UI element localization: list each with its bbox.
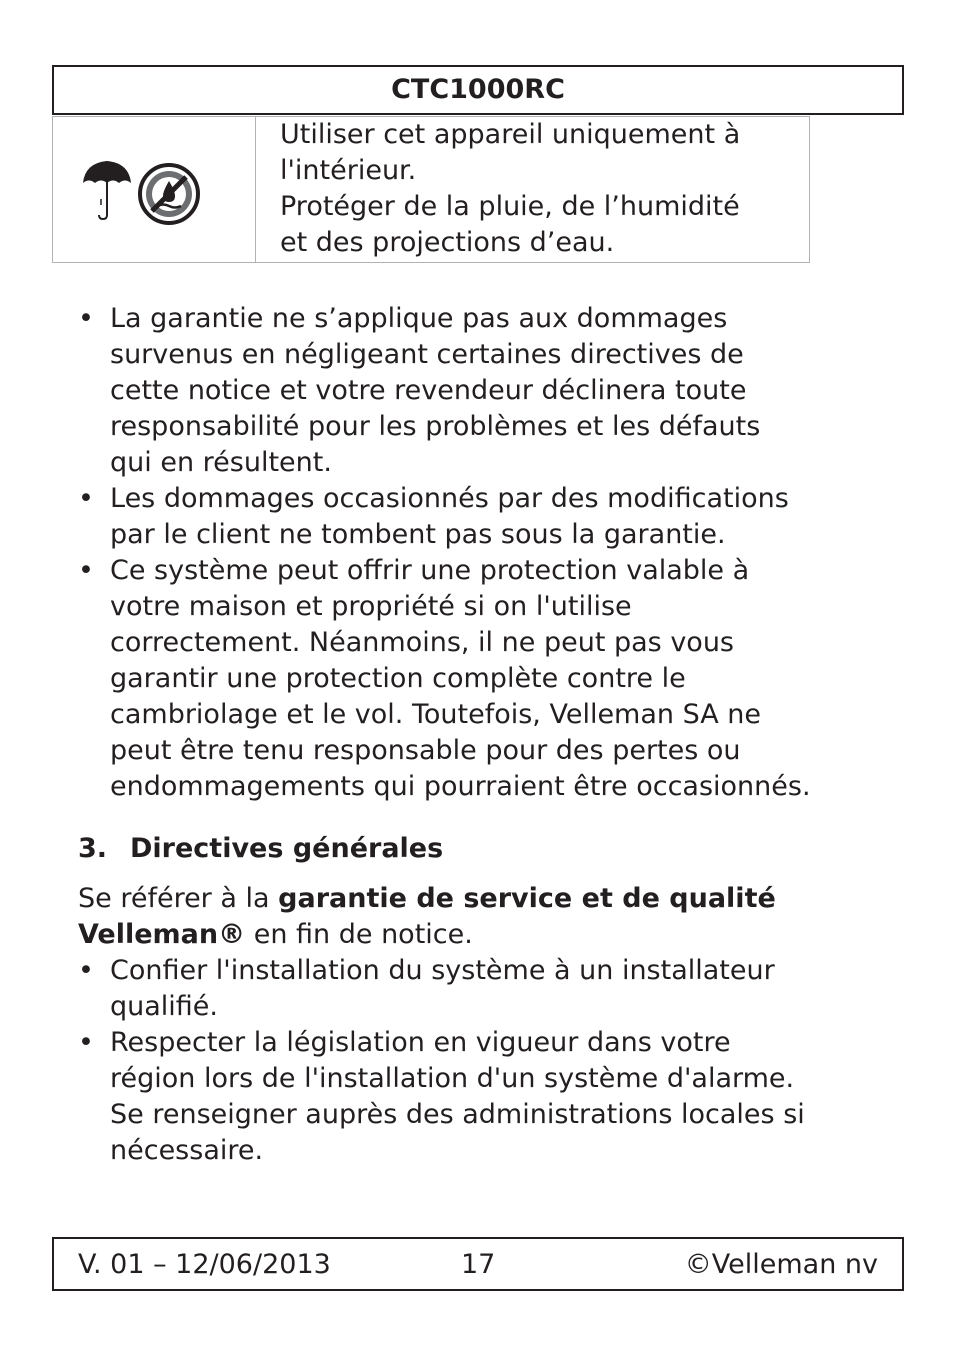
list-item (78, 1025, 805, 1169)
bullet-icon: • (78, 955, 94, 986)
bullet-icon: • (78, 555, 94, 586)
list-item (78, 481, 811, 553)
section-intro (78, 881, 776, 953)
list-item-line: Les dommages occasionnés par des modifications (110, 483, 789, 514)
footer-version: V. 01 – 12/06/2013 (78, 1249, 331, 1280)
list-item-line: Se renseigner auprès des administrations locales si (110, 1099, 805, 1130)
warning-line: et des projections d’eau. (280, 227, 615, 258)
warning-line: Protéger de la pluie, de l’humidité (280, 191, 740, 222)
warning-table (52, 116, 810, 263)
intro-prefix: Se référer à la (78, 883, 279, 914)
bullet-icon: • (78, 483, 94, 514)
list-item-line: peut être tenu responsable pour des pertes ou (110, 735, 741, 766)
section-number: 3. (78, 833, 108, 864)
list-item-line: responsabilité pour les problèmes et les défauts (110, 411, 761, 442)
intro-line (78, 881, 776, 917)
warning-line: Utiliser cet appareil uniquement à (280, 119, 741, 150)
list-item-line: garantir une protection complète contre le (110, 663, 686, 694)
bullet-icon: • (78, 1027, 94, 1058)
section-heading (78, 831, 443, 867)
list-item (78, 953, 805, 1025)
document-footer (52, 1237, 904, 1291)
intro-suffix: en fin de notice. (245, 919, 473, 950)
list-item-line: La garantie ne s’applique pas aux dommages (110, 303, 728, 334)
list-item-line: correctement. Néanmoins, il ne peut pas vous (110, 627, 734, 658)
warning-icons-cell (53, 117, 256, 262)
list-item-line: votre maison et propriété si on l'utilise (110, 591, 632, 622)
list-item-line: survenus en négligeant certaines directives de (110, 339, 744, 370)
list-item (78, 301, 811, 481)
list-item (78, 553, 811, 805)
section-title: Directives générales (130, 833, 444, 864)
list-item-line: qui en résultent. (110, 447, 332, 478)
warranty-bullet-list (78, 301, 811, 805)
page-number: 17 (461, 1249, 496, 1280)
document-header (52, 65, 904, 115)
bullet-icon: • (78, 303, 94, 334)
intro-bold-text: Velleman® (78, 919, 246, 950)
water-splash-prohibited-icon (137, 162, 201, 226)
list-item-line: endommagements qui pourraient être occasionnés. (110, 771, 811, 802)
list-item-line: cette notice et votre revendeur déclinera toute (110, 375, 747, 406)
list-item-line: nécessaire. (110, 1135, 264, 1166)
footer-copyright: ©Velleman nv (684, 1249, 878, 1280)
warning-text-cell (256, 117, 809, 262)
list-item-line: Respecter la législation en vigueur dans votre (110, 1027, 731, 1058)
intro-bold-text: garantie de service et de qualité (278, 883, 776, 914)
list-item-line: région lors de l'installation d'un système d'alarme. (110, 1063, 795, 1094)
guidelines-bullet-list (78, 953, 805, 1169)
list-item-line: Confier l'installation du système à un installateur (110, 955, 775, 986)
umbrella-icon (81, 159, 133, 221)
list-item-line: cambriolage et le vol. Toutefois, Velleman SA ne (110, 699, 762, 730)
list-item-line: Ce système peut offrir une protection valable à (110, 555, 750, 586)
model-title: CTC1000RC (391, 74, 565, 105)
intro-line (78, 917, 776, 953)
list-item-line: par le client ne tombent pas sous la garantie. (110, 519, 726, 550)
warning-line: l'intérieur. (280, 155, 417, 186)
list-item-line: qualifié. (110, 991, 218, 1022)
